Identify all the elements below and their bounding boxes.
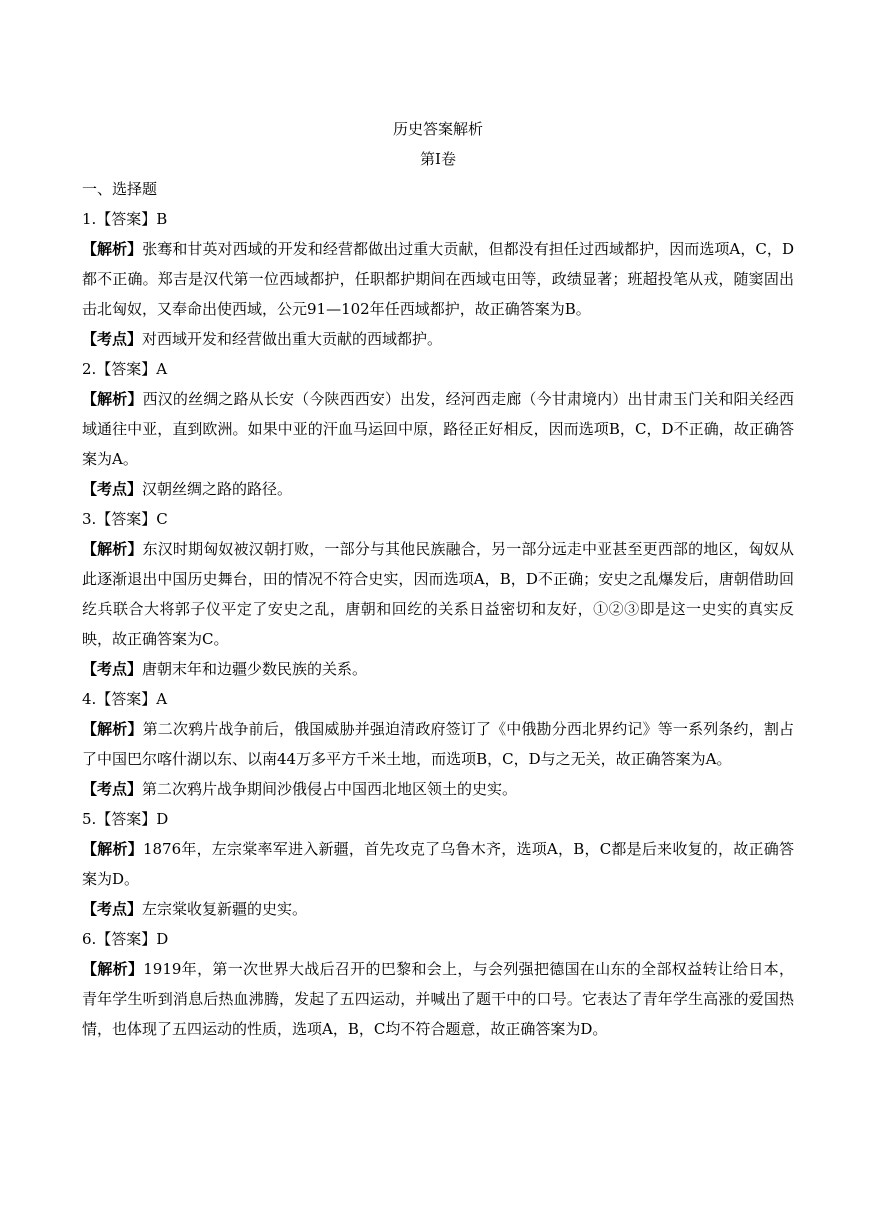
analysis-tag: 【解析】 — [82, 390, 143, 408]
analysis-paragraph — [82, 234, 794, 324]
analysis-text: 西汉的丝绸之路从长安（今陕西西安）出发，经河西走廊（今甘肃境内）出甘肃玉门关和阳关经西域通往中亚，直到欧洲。如果中亚的汗血马运回中原，路径正好相反，因而选项B，C，D不正确，故正确答案为A。 — [82, 390, 794, 468]
analysis-text: 东汉时期匈奴被汉朝打败，一部分与其他民族融合，另一部分远走中亚甚至更西部的地区，匈奴从此逐渐退出中国历史舞台，田的情况不符合史实，因而选项A，B，D不正确；安史之乱爆发后，唐朝借助回纥兵联合大将郭子仪平定了安史之乱，唐朝和回纥的关系日益密切和友好，①②③即是这一史实的真实反映，故正确答案为C。 — [82, 540, 794, 648]
analysis-tag: 【解析】 — [82, 840, 143, 858]
analysis-text: 1919年，第一次世界大战后召开的巴黎和会上，与会列强把德国在山东的全部权益转让给日本，青年学生听到消息后热血沸腾，发起了五四运动，并喊出了题干中的口号。它表达了青年学生高涨的爱国热情，也体现了五四运动的性质，选项A，B，C均不符合题意，故正确答案为D。 — [82, 960, 794, 1038]
point-paragraph — [82, 324, 794, 354]
analysis-paragraph — [82, 954, 794, 1044]
analysis-paragraph — [82, 384, 794, 474]
answer-line: 5.【答案】D — [82, 810, 169, 828]
answer-line: 6.【答案】D — [82, 930, 169, 948]
point-text: 左宗棠收复新疆的史实。 — [142, 900, 308, 918]
point-tag: 【考点】 — [82, 900, 143, 918]
analysis-tag: 【解析】 — [82, 720, 143, 738]
question-block — [82, 684, 794, 804]
question-block — [82, 354, 794, 504]
analysis-paragraph — [82, 534, 794, 654]
analysis-text: 张骞和甘英对西域的开发和经营都做出过重大贡献，但都没有担任过西域都护，因而选项A，C，D都不正确。郑吉是汉代第一位西域都护，任职都护期间在西域屯田等，政绩显著；班超投笔从戎，随窦固出击北匈奴，又奉命出使西域，公元91—102年任西域都护，故正确答案为B。 — [82, 240, 794, 318]
point-tag: 【考点】 — [82, 330, 143, 348]
analysis-tag: 【解析】 — [82, 540, 143, 558]
point-tag: 【考点】 — [82, 480, 143, 498]
analysis-tag: 【解析】 — [82, 240, 143, 258]
document-page — [82, 114, 794, 1044]
question-block — [82, 204, 794, 354]
analysis-tag: 【解析】 — [82, 960, 144, 978]
point-text: 唐朝末年和边疆少数民族的关系。 — [142, 660, 368, 678]
volume-title: 第Ⅰ卷 — [420, 150, 456, 168]
analysis-text: 1876年，左宗棠率军进入新疆，首先攻克了乌鲁木齐，选项A，B，C都是后来收复的，故正确答案为D。 — [82, 840, 794, 888]
analysis-paragraph — [82, 714, 794, 774]
analysis-text: 第二次鸦片战争前后，俄国威胁并强迫清政府签订了《中俄勘分西北界约记》等一系列条约，割占了中国巴尔喀什湖以东、以南44万多平方千米土地，而选项B，C，D与之无关，故正确答案为A。 — [82, 720, 794, 768]
point-text: 对西域开发和经营做出重大贡献的西域都护。 — [142, 330, 443, 348]
answer-line: 4.【答案】A — [82, 690, 168, 708]
section-heading: 一、选择题 — [82, 180, 158, 198]
point-text: 汉朝丝绸之路的路径。 — [142, 480, 293, 498]
answer-line: 3.【答案】C — [82, 510, 168, 528]
point-text: 第二次鸦片战争期间沙俄侵占中国西北地区领土的史实。 — [142, 780, 518, 798]
point-paragraph — [82, 894, 794, 924]
answer-line: 2.【答案】A — [82, 360, 168, 378]
point-tag: 【考点】 — [82, 660, 143, 678]
point-paragraph — [82, 774, 794, 804]
question-block — [82, 504, 794, 684]
question-block — [82, 924, 794, 1044]
document-title: 历史答案解析 — [392, 120, 483, 138]
point-paragraph — [82, 474, 794, 504]
point-tag: 【考点】 — [82, 780, 143, 798]
answer-line: 1.【答案】B — [82, 210, 168, 228]
point-paragraph — [82, 654, 794, 684]
analysis-paragraph — [82, 834, 794, 894]
question-block — [82, 804, 794, 924]
